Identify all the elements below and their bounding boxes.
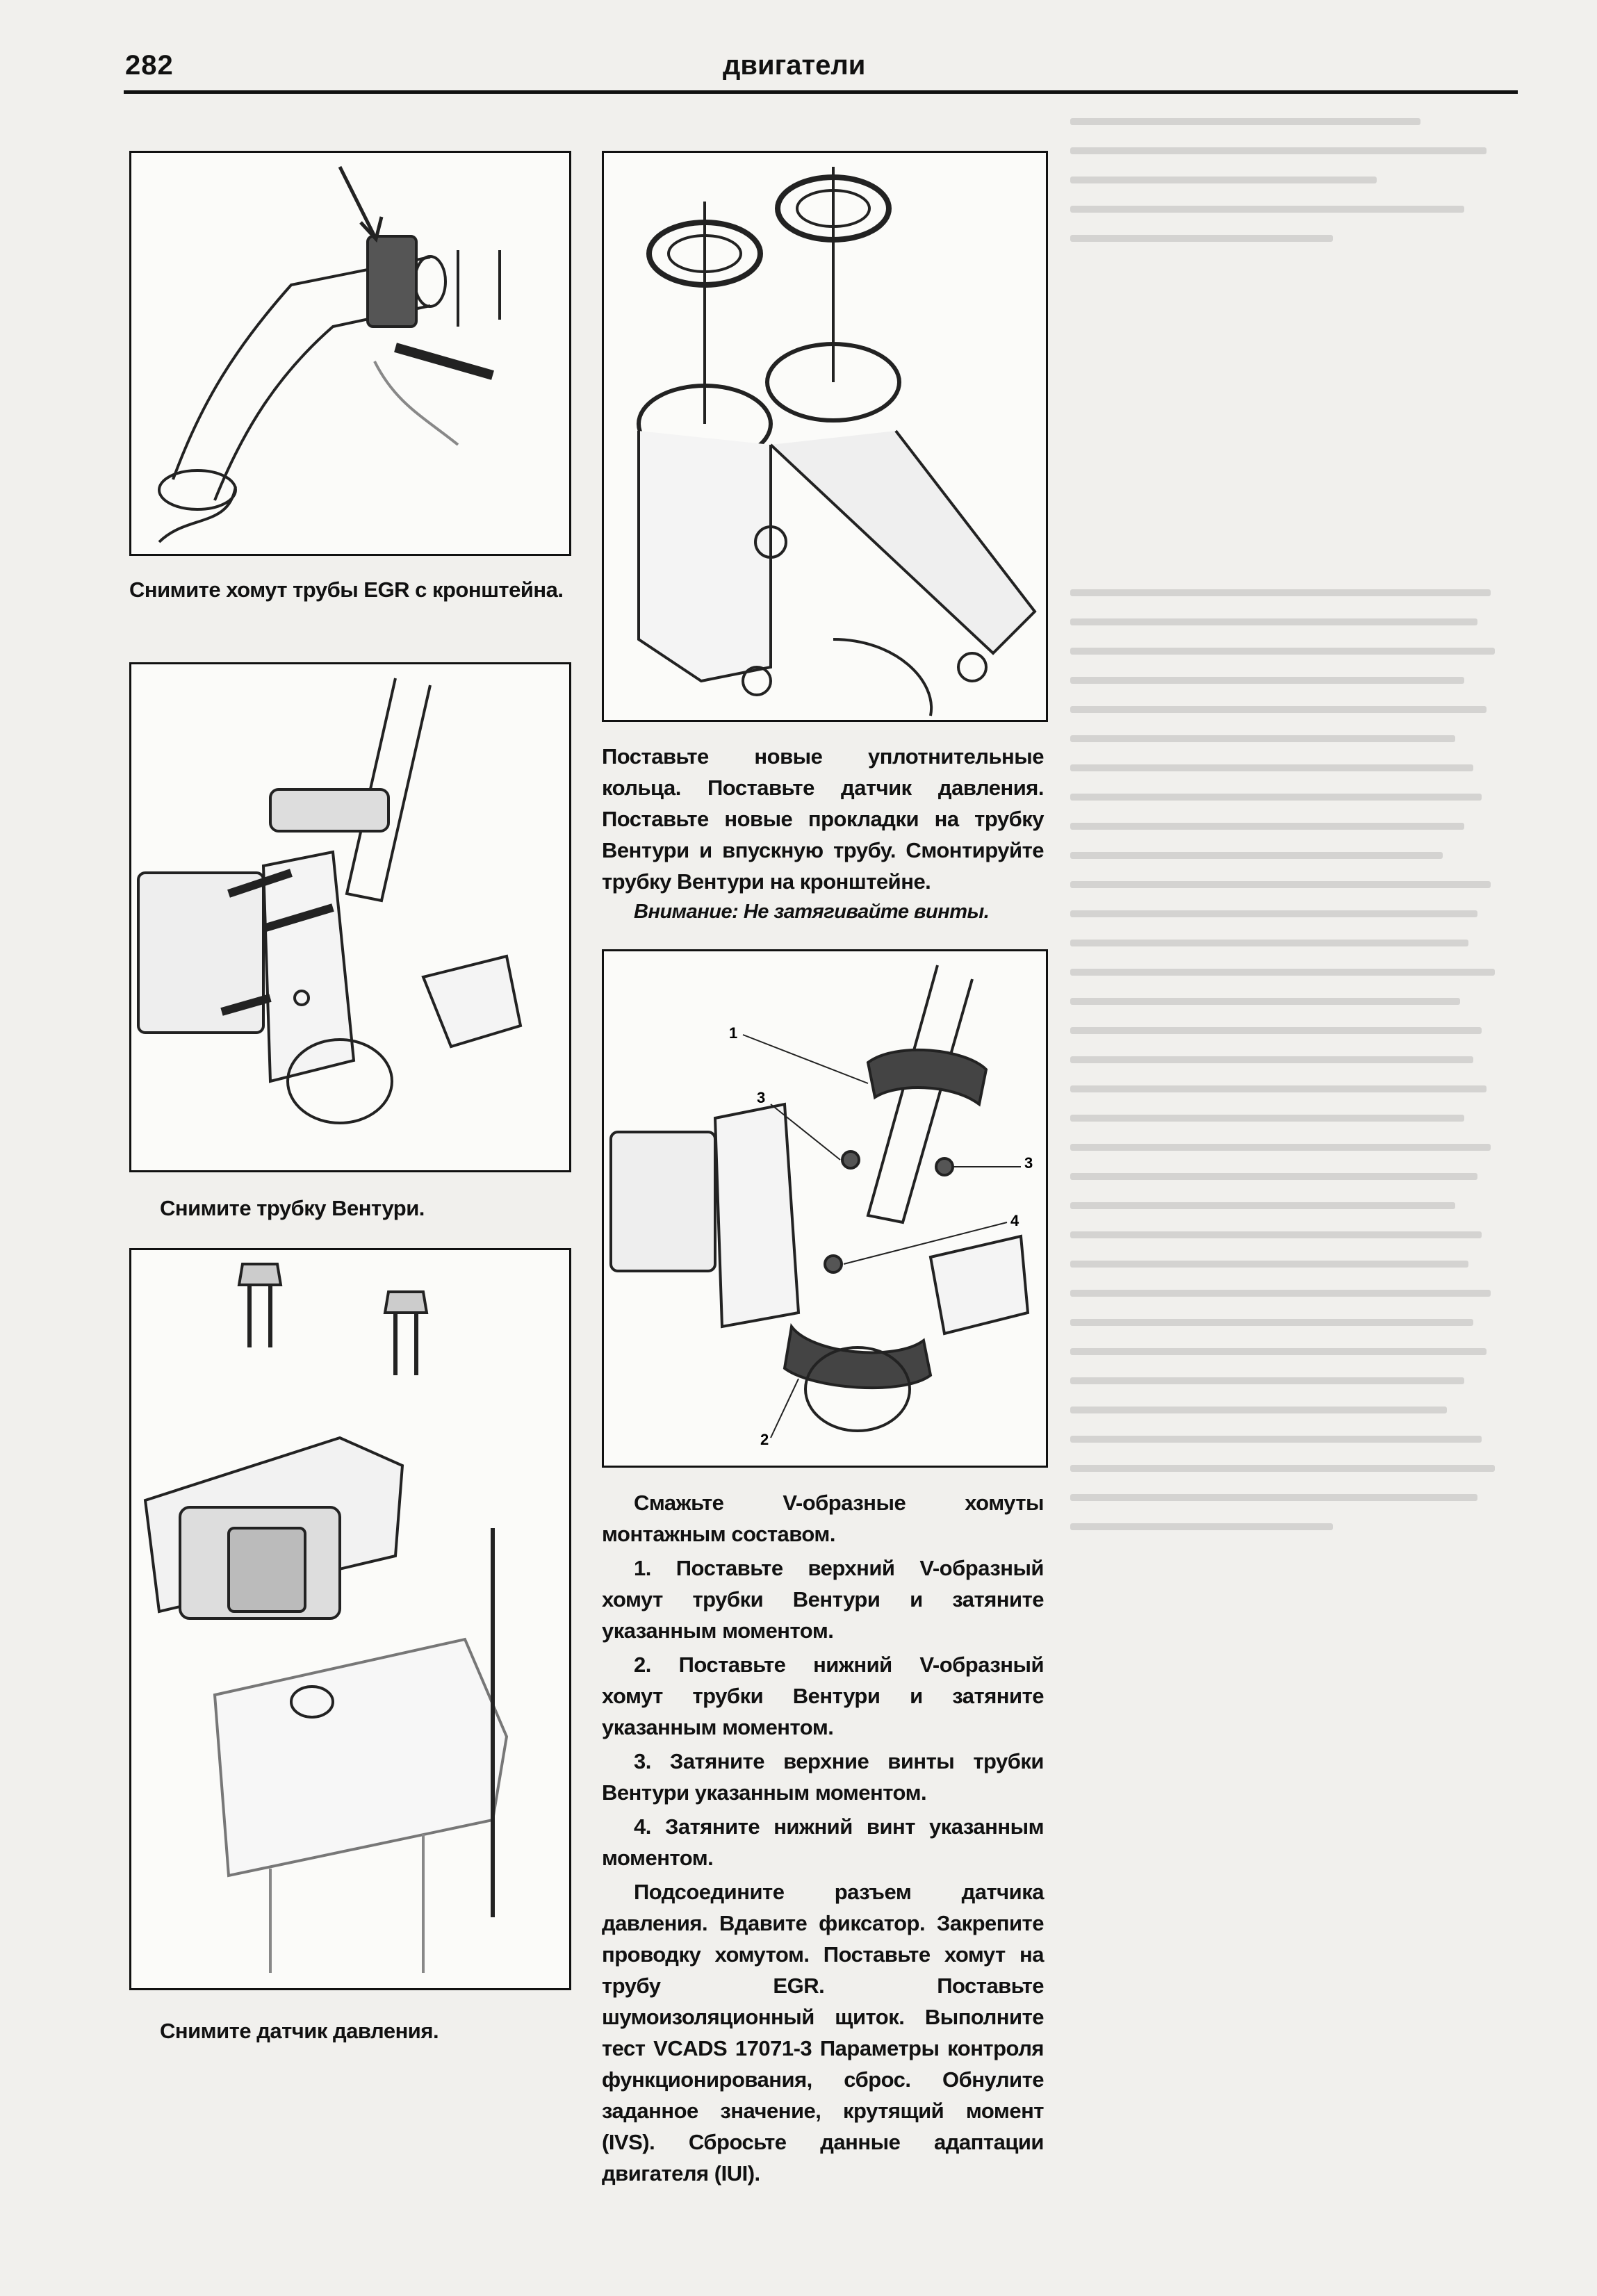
figure-seal-rings bbox=[602, 151, 1048, 722]
figure-pressure-sensor bbox=[129, 1248, 571, 1990]
section-title: двигатели bbox=[723, 50, 866, 81]
caption-remove-venturi: Снимите трубку Вентури. bbox=[160, 1196, 425, 1220]
step-3: 3. Затяните верхние винты трубки Вентури указанным моментом. bbox=[602, 1749, 1044, 1805]
callout-3-left: 3 bbox=[757, 1089, 766, 1106]
figure-v-clamps bbox=[602, 949, 1048, 1468]
header-rule bbox=[124, 90, 1518, 94]
warning-note: Внимание: Не затягивайте винты. bbox=[634, 901, 990, 923]
paragraph-final-steps: Подсоедините разъем датчика давления. Вдавите фиксатор. Закрепите проводку хомутом. Поставьте хомут на трубу EGR. Поставьте шумоизоляционный щиток. Выполните тест VCADS 17071-3 Параметры контроля функционирования, сброс. Обнулите заданное значение, крутящий момент (IVS). Сбросьте данные адаптации двигателя (IUI). bbox=[602, 1880, 1044, 2186]
figure-egr-clamp bbox=[129, 151, 571, 556]
page-number: 282 bbox=[125, 50, 174, 81]
pressure-sensor-illustration bbox=[131, 1250, 569, 1988]
egr-pipe-clamp-illustration bbox=[131, 153, 569, 554]
venturi-tube-illustration bbox=[131, 664, 569, 1170]
caption-remove-egr-clamp: Снимите хомут трубы EGR с кронштейна. bbox=[129, 577, 564, 602]
step-4: 4. Затяните нижний винт указанным моментом. bbox=[602, 1814, 1044, 1870]
paragraph-install-seals: Поставьте новые уплотнительные кольца. Поставьте датчик давления. Поставьте новые прокладки на трубку Вентури и впускную трубу. Смонтируйте трубку Вентури на кронштейне. bbox=[602, 744, 1044, 894]
seal-rings-illustration bbox=[604, 153, 1046, 720]
callout-4: 4 bbox=[1010, 1212, 1019, 1229]
instructions-block bbox=[602, 1487, 1044, 2192]
caption-remove-pressure-sensor: Снимите датчик давления. bbox=[160, 2019, 439, 2043]
figure-venturi-tube bbox=[129, 662, 571, 1172]
callout-1: 1 bbox=[729, 1024, 738, 1042]
callout-2: 2 bbox=[760, 1431, 769, 1448]
v-clamps-illustration bbox=[604, 951, 1046, 1466]
step-1: 1. Поставьте верхний V-образный хомут трубки Вентури и затяните указанным моментом. bbox=[602, 1556, 1044, 1643]
step-2: 2. Поставьте нижний V-образный хомут трубки Вентури и затяните указанным моментом. bbox=[602, 1653, 1044, 1739]
paragraph-lubricate-clamps: Смажьте V-образные хомуты монтажным составом. bbox=[602, 1491, 1044, 1546]
bleed-through-text bbox=[1070, 118, 1508, 2203]
callout-3-right: 3 bbox=[1024, 1154, 1033, 1172]
